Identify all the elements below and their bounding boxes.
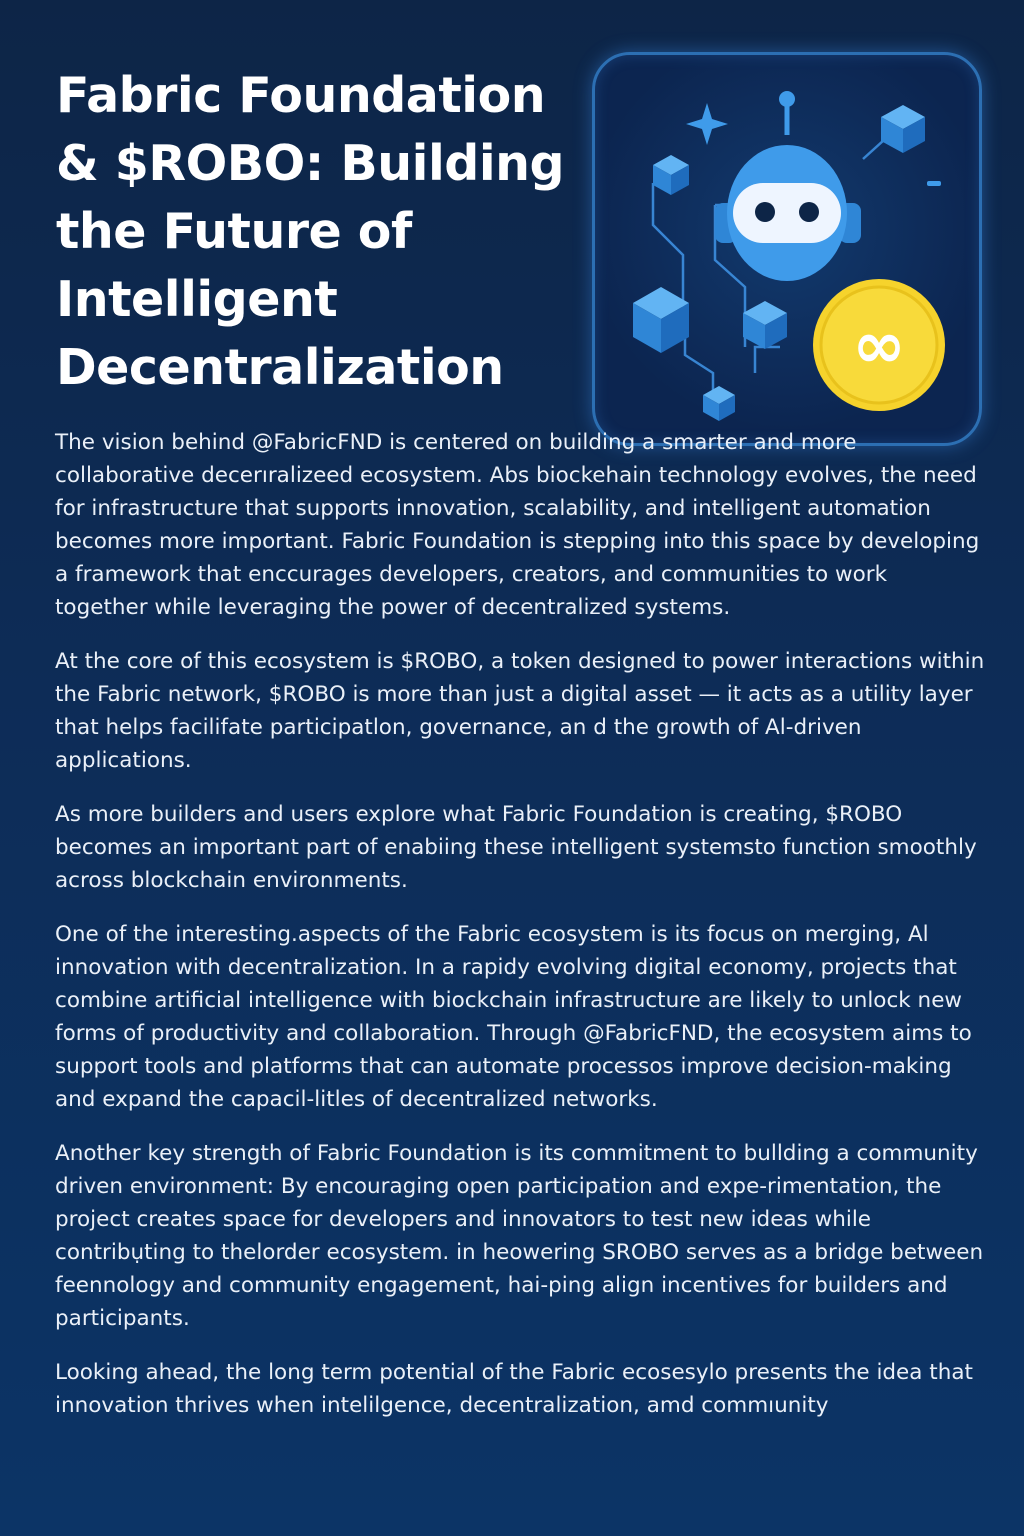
robot-icon	[715, 91, 861, 281]
paragraph-3: As more builders and users explore what Fabric Foundation is creating, $ROBO becomes an important part of enabiing these intelligent systemsto function smoothly across blockchain environments.	[55, 802, 977, 893]
cube-icon	[653, 155, 689, 195]
article-body	[55, 426, 985, 1443]
sparkle-icon	[686, 103, 728, 145]
cube-icon	[703, 386, 735, 421]
paragraph-1: The vision behind @FabricFND is centered on building a smarter and more collaborative decerıralizeed ecosystem. Abs biockehain technology evolves, the need for infrastructure that supports innovation, scalability, and intelligent automation becomes more important. Fabric Foundation is stepping into this space by developing a framework that enccurages developers, creators, and communities to work together while leveraging the power of decentralized systems.	[55, 430, 980, 620]
cube-icon	[633, 287, 689, 353]
coin-symbol: ∞	[852, 309, 906, 383]
paragraph-4: One of the interesting.aspects of the Fabric ecosystem is its focus on merging, Al innovation with decentralization. In a rapidy evolving digital economy, projects that combine artificial intelligence with biockchain infrastructure are likely to unlock new forms of productivity and collaboration. Through @FabricFND, the ecosystem aims to support tools and platforms that can automate processos improve decision-making and expand the capacil-litles of decentralized networks.	[55, 922, 972, 1112]
cube-icon	[881, 105, 925, 153]
page-title: Fabric Foundation & $ROBO: Building the Future of Intelligent Decentralization	[56, 67, 565, 396]
dash-decoration	[927, 181, 941, 186]
paragraph-2: At the core of this ecosystem is $ROBO, a token designed to power interactions within the Fabric network, $ROBO is more than just a digital asset — it acts as a utility layer that helps facilifate participatlon, governance, an d the growth of Al-driven applications.	[55, 649, 985, 773]
hero-illustration	[592, 52, 982, 446]
cube-icon	[743, 301, 787, 349]
paragraph-6: Looking ahead, the long term potential of the Fabric ecosesylo presents the idea that innovation thrives when intelilgence, decentralization, amd commıunity	[55, 1360, 973, 1418]
paragraph-5: Another key strength of Fabric Foundation is its commitment to bullding a community driven environment: By encouraging open participation and expe-rimentation, the project creates space for developers and innovators to test new ideas while contribụting to thelorder ecosystem. in heowering SROBO serves as a bridge between feennology and community engagement, hai-ping align incentives for builders and participants.	[55, 1141, 984, 1331]
hero-graphic	[595, 55, 979, 443]
coin-icon	[813, 279, 945, 411]
